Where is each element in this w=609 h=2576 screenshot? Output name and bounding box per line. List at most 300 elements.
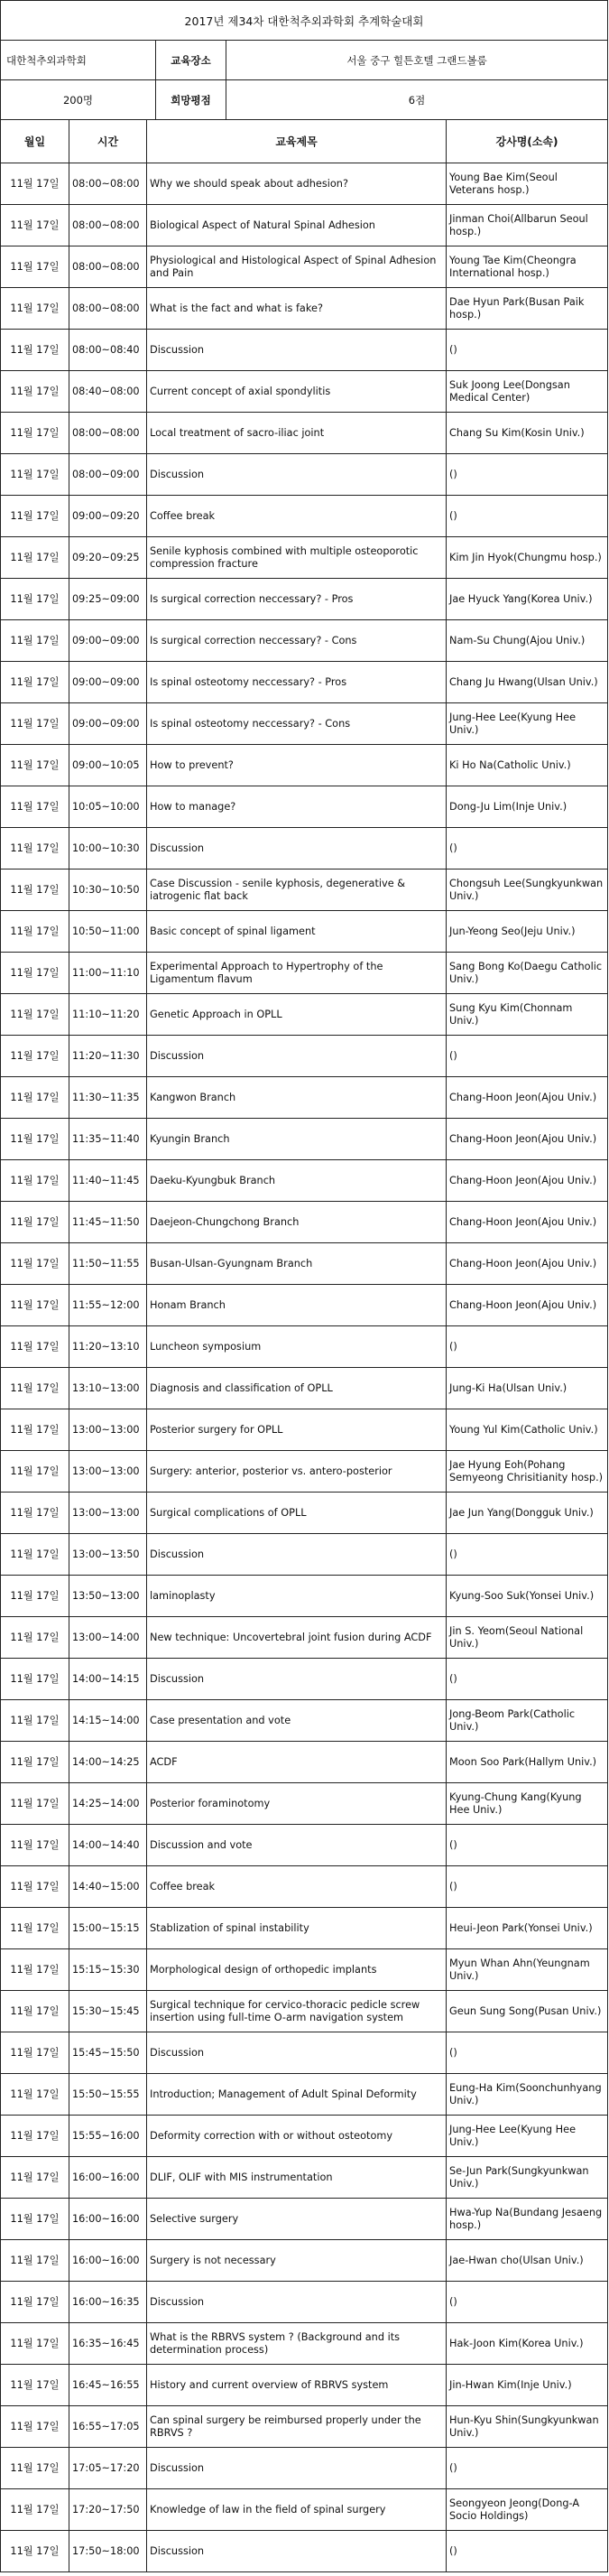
date-cell: 11월 17일 — [1, 703, 69, 745]
speaker-cell: Hun-Kyu Shin(Sungkyunkwan Univ.) — [447, 2406, 608, 2448]
speaker-cell: Kim Jin Hyok(Chungmu hosp.) — [447, 537, 608, 579]
title-cell: Is surgical correction neccessary? - Pros — [147, 579, 447, 620]
date-cell: 11월 17일 — [1, 1825, 69, 1866]
time-cell: 14:15~14:00 — [69, 1700, 147, 1742]
speaker-cell: Chang Ju Hwang(Ulsan Univ.) — [447, 662, 608, 703]
date-cell: 11월 17일 — [1, 662, 69, 703]
date-cell: 11월 17일 — [1, 2448, 69, 2489]
table-row — [1, 1949, 608, 1991]
date-cell: 11월 17일 — [1, 205, 69, 246]
speaker-cell: Chang Su Kim(Kosin Univ.) — [447, 413, 608, 454]
speaker-cell: Young Bae Kim(Seoul Veterans hosp.) — [447, 163, 608, 205]
table-row — [1, 1202, 608, 1243]
speaker-cell: Seongyeon Jeong(Dong-A Socio Holdings) — [447, 2489, 608, 2531]
date-cell: 11월 17일 — [1, 2406, 69, 2448]
table-row — [1, 1326, 608, 1368]
speaker-cell: Jae-Hwan cho(Ulsan Univ.) — [447, 2240, 608, 2282]
speaker-cell: Chang-Hoon Jeon(Ajou Univ.) — [447, 1077, 608, 1119]
table-row — [1, 1493, 608, 1534]
speaker-cell: Chang-Hoon Jeon(Ajou Univ.) — [447, 1160, 608, 1202]
title-cell: New technique: Uncovertebral joint fusion during ACDF — [147, 1617, 447, 1659]
title-cell: Discussion — [147, 2032, 447, 2074]
title-cell: Case presentation and vote — [147, 1700, 447, 1742]
date-cell: 11월 17일 — [1, 1160, 69, 1202]
time-cell: 11:00~11:10 — [69, 953, 147, 994]
speaker-cell: () — [447, 1825, 608, 1866]
title-cell: Discussion — [147, 1534, 447, 1576]
table-row — [1, 1119, 608, 1160]
time-cell: 08:00~08:00 — [69, 288, 147, 330]
title-cell: Genetic Approach in OPLL — [147, 994, 447, 1036]
time-cell: 16:55~17:05 — [69, 2406, 147, 2448]
table-row — [1, 579, 608, 620]
title-cell: Discussion — [147, 1036, 447, 1077]
title-cell: Luncheon symposium — [147, 1326, 447, 1368]
speaker-cell: Jun-Yeong Seo(Jeju Univ.) — [447, 911, 608, 953]
table-row — [1, 1285, 608, 1326]
table-row — [1, 2032, 608, 2074]
date-cell: 11월 17일 — [1, 828, 69, 870]
table-row — [1, 1617, 608, 1659]
time-cell: 10:00~10:30 — [69, 828, 147, 870]
table-row — [1, 1991, 608, 2032]
title-cell: Kyungin Branch — [147, 1119, 447, 1160]
date-cell: 11월 17일 — [1, 1202, 69, 1243]
venue-label: 교육장소 — [156, 41, 226, 80]
date-cell: 11월 17일 — [1, 1368, 69, 1409]
table-row — [1, 288, 608, 330]
speaker-cell: Nam-Su Chung(Ajou Univ.) — [447, 620, 608, 662]
table-row — [1, 1825, 608, 1866]
table-row — [1, 953, 608, 994]
title-cell: Senile kyphosis combined with multiple osteoporotic compression fracture — [147, 537, 447, 579]
time-cell: 16:00~16:00 — [69, 2240, 147, 2282]
speaker-cell: Young Yul Kim(Catholic Univ.) — [447, 1409, 608, 1451]
title-row — [1, 1, 608, 41]
time-cell: 13:00~13:50 — [69, 1534, 147, 1576]
time-cell: 08:00~08:00 — [69, 413, 147, 454]
speaker-cell: () — [447, 828, 608, 870]
speaker-cell: Dae Hyun Park(Busan Paik hosp.) — [447, 288, 608, 330]
date-cell: 11월 17일 — [1, 2489, 69, 2531]
date-cell: 11월 17일 — [1, 1700, 69, 1742]
time-cell: 09:00~09:20 — [69, 496, 147, 537]
time-cell: 13:00~13:00 — [69, 1409, 147, 1451]
date-cell: 11월 17일 — [1, 1991, 69, 2032]
table-row — [1, 1243, 608, 1285]
time-cell: 08:00~08:00 — [69, 205, 147, 246]
speaker-cell: () — [447, 496, 608, 537]
speaker-cell: Chang-Hoon Jeon(Ajou Univ.) — [447, 1285, 608, 1326]
title-cell: Is surgical correction neccessary? - Cons — [147, 620, 447, 662]
speaker-cell: Jae Hyuck Yang(Korea Univ.) — [447, 579, 608, 620]
time-cell: 16:35~16:45 — [69, 2323, 147, 2365]
table-row — [1, 2116, 608, 2157]
speaker-cell: () — [447, 1659, 608, 1700]
speaker-cell: () — [447, 1534, 608, 1576]
title-cell: ACDF — [147, 1742, 447, 1783]
time-cell: 15:45~15:50 — [69, 2032, 147, 2074]
date-cell: 11월 17일 — [1, 246, 69, 288]
venue: 서울 중구 힐튼호텔 그랜드볼룸 — [226, 41, 608, 80]
speaker-cell: Kyung-Soo Suk(Yonsei Univ.) — [447, 1576, 608, 1617]
time-cell: 11:20~13:10 — [69, 1326, 147, 1368]
date-cell: 11월 17일 — [1, 1783, 69, 1825]
time-cell: 16:00~16:00 — [69, 2157, 147, 2199]
date-cell: 11월 17일 — [1, 1409, 69, 1451]
title-cell: How to manage? — [147, 786, 447, 828]
time-cell: 17:20~17:50 — [69, 2489, 147, 2531]
title-cell: Can spinal surgery be reimbursed properly under the RBRVS ? — [147, 2406, 447, 2448]
speaker-cell: Jin S. Yeom(Seoul National Univ.) — [447, 1617, 608, 1659]
time-cell: 09:00~09:00 — [69, 703, 147, 745]
title-cell: Posterior surgery for OPLL — [147, 1409, 447, 1451]
schedule-table — [0, 119, 608, 2572]
date-cell: 11월 17일 — [1, 2032, 69, 2074]
speaker-cell: () — [447, 2282, 608, 2323]
time-cell: 13:10~13:00 — [69, 1368, 147, 1409]
table-row — [1, 2448, 608, 2489]
time-cell: 09:25~09:00 — [69, 579, 147, 620]
time-cell: 17:05~17:20 — [69, 2448, 147, 2489]
time-cell: 15:15~15:30 — [69, 1949, 147, 1991]
speaker-cell: () — [447, 2032, 608, 2074]
title-cell: Knowledge of law in the field of spinal surgery — [147, 2489, 447, 2531]
time-cell: 14:00~14:15 — [69, 1659, 147, 1700]
time-cell: 11:20~11:30 — [69, 1036, 147, 1077]
title-cell: Daejeon-Chungchong Branch — [147, 1202, 447, 1243]
speaker-cell: Sang Bong Ko(Daegu Catholic Univ.) — [447, 953, 608, 994]
time-cell: 09:00~09:00 — [69, 620, 147, 662]
title-cell: Coffee break — [147, 1866, 447, 1908]
table-row — [1, 1077, 608, 1119]
date-cell: 11월 17일 — [1, 288, 69, 330]
header-table — [0, 0, 608, 120]
time-cell: 13:00~13:00 — [69, 1493, 147, 1534]
title-cell: Discussion — [147, 454, 447, 496]
date-cell: 11월 17일 — [1, 1949, 69, 1991]
date-cell: 11월 17일 — [1, 2323, 69, 2365]
table-row — [1, 163, 608, 205]
table-row — [1, 620, 608, 662]
table-row — [1, 1036, 608, 1077]
time-cell: 09:00~10:05 — [69, 745, 147, 786]
table-row — [1, 371, 608, 413]
title-cell: laminoplasty — [147, 1576, 447, 1617]
speaker-cell: Jung-Hee Lee(Kyung Hee Univ.) — [447, 703, 608, 745]
date-cell: 11월 17일 — [1, 994, 69, 1036]
speaker-cell: Jae Jun Yang(Dongguk Univ.) — [447, 1493, 608, 1534]
table-row — [1, 1409, 608, 1451]
table-row — [1, 1659, 608, 1700]
title-cell: Daeku-Kyungbuk Branch — [147, 1160, 447, 1202]
schedule-rows — [1, 163, 608, 2572]
table-row — [1, 2365, 608, 2406]
date-cell: 11월 17일 — [1, 1908, 69, 1949]
speaker-cell: Suk Joong Lee(Dongsan Medical Center) — [447, 371, 608, 413]
date-cell: 11월 17일 — [1, 953, 69, 994]
table-row — [1, 246, 608, 288]
title-cell: What is the RBRVS system ? (Background and its determination process) — [147, 2323, 447, 2365]
table-row — [1, 745, 608, 786]
table-row — [1, 1368, 608, 1409]
table-row — [1, 870, 608, 911]
time-cell: 11:10~11:20 — [69, 994, 147, 1036]
time-cell: 10:50~11:00 — [69, 911, 147, 953]
date-cell: 11월 17일 — [1, 1451, 69, 1493]
date-cell: 11월 17일 — [1, 1285, 69, 1326]
title-cell: Diagnosis and classification of OPLL — [147, 1368, 447, 1409]
time-cell: 08:40~08:00 — [69, 371, 147, 413]
time-cell: 17:50~18:00 — [69, 2531, 147, 2572]
table-row — [1, 1908, 608, 1949]
table-row — [1, 2323, 608, 2365]
table-row — [1, 537, 608, 579]
credit-row — [1, 80, 608, 120]
title-cell: DLIF, OLIF with MIS instrumentation — [147, 2157, 447, 2199]
date-cell: 11월 17일 — [1, 454, 69, 496]
title-cell: Busan-Ulsan-Gyungnam Branch — [147, 1243, 447, 1285]
table-row — [1, 2531, 608, 2572]
time-cell: 14:00~14:25 — [69, 1742, 147, 1783]
speaker-cell: Moon Soo Park(Hallym Univ.) — [447, 1742, 608, 1783]
title-cell: Selective surgery — [147, 2199, 447, 2240]
title-cell: How to prevent? — [147, 745, 447, 786]
time-cell: 11:55~12:00 — [69, 1285, 147, 1326]
table-row — [1, 1866, 608, 1908]
date-cell: 11월 17일 — [1, 330, 69, 371]
time-cell: 13:00~13:00 — [69, 1451, 147, 1493]
title-cell: Posterior foraminotomy — [147, 1783, 447, 1825]
speaker-cell: Jung-Hee Lee(Kyung Hee Univ.) — [447, 2116, 608, 2157]
date-cell: 11월 17일 — [1, 870, 69, 911]
date-cell: 11월 17일 — [1, 1866, 69, 1908]
speaker-cell: Se-Jun Park(Sungkyunkwan Univ.) — [447, 2157, 608, 2199]
time-cell: 09:20~09:25 — [69, 537, 147, 579]
date-cell: 11월 17일 — [1, 2240, 69, 2282]
table-row — [1, 2489, 608, 2531]
speaker-cell: Myun Whan Ahn(Yeungnam Univ.) — [447, 1949, 608, 1991]
date-cell: 11월 17일 — [1, 2531, 69, 2572]
table-row — [1, 2282, 608, 2323]
table-row — [1, 2406, 608, 2448]
title-cell: Discussion and vote — [147, 1825, 447, 1866]
speaker-cell: Hwa-Yup Na(Bundang Jesaeng hosp.) — [447, 2199, 608, 2240]
date-cell: 11월 17일 — [1, 163, 69, 205]
time-cell: 16:00~16:00 — [69, 2199, 147, 2240]
table-row — [1, 703, 608, 745]
speaker-cell: Sung Kyu Kim(Chonnam Univ.) — [447, 994, 608, 1036]
date-cell: 11월 17일 — [1, 1576, 69, 1617]
time-cell: 11:40~11:45 — [69, 1160, 147, 1202]
time-cell: 08:00~08:00 — [69, 163, 147, 205]
time-cell: 15:30~15:45 — [69, 1991, 147, 2032]
table-row — [1, 1160, 608, 1202]
title-cell: Basic concept of spinal ligament — [147, 911, 447, 953]
credit-label: 희망평점 — [156, 80, 226, 120]
time-cell: 09:00~09:00 — [69, 662, 147, 703]
table-row — [1, 1700, 608, 1742]
date-cell: 11월 17일 — [1, 1326, 69, 1368]
speaker-cell: Jung-Ki Ha(Ulsan Univ.) — [447, 1368, 608, 1409]
date-cell: 11월 17일 — [1, 1243, 69, 1285]
time-cell: 13:50~13:00 — [69, 1576, 147, 1617]
date-cell: 11월 17일 — [1, 496, 69, 537]
speaker-cell: Eung-Ha Kim(Soonchunhyang Univ.) — [447, 2074, 608, 2116]
date-cell: 11월 17일 — [1, 1077, 69, 1119]
time-cell: 15:50~15:55 — [69, 2074, 147, 2116]
time-cell: 14:25~14:00 — [69, 1783, 147, 1825]
time-cell: 11:35~11:40 — [69, 1119, 147, 1160]
date-cell: 11월 17일 — [1, 2282, 69, 2323]
title-cell: Experimental Approach to Hypertrophy of the Ligamentum flavum — [147, 953, 447, 994]
time-cell: 14:40~15:00 — [69, 1866, 147, 1908]
time-cell: 16:00~16:35 — [69, 2282, 147, 2323]
speaker-cell: Chang-Hoon Jeon(Ajou Univ.) — [447, 1202, 608, 1243]
table-row — [1, 828, 608, 870]
title-cell: Why we should speak about adhesion? — [147, 163, 447, 205]
table-row — [1, 786, 608, 828]
speaker-cell: () — [447, 2531, 608, 2572]
credit: 6점 — [226, 80, 608, 120]
header-row — [1, 120, 608, 163]
table-row — [1, 2240, 608, 2282]
title-cell: Physiological and Histological Aspect of Spinal Adhesion and Pain — [147, 246, 447, 288]
title-cell: Case Discussion - senile kyphosis, degenerative & iatrogenic flat back — [147, 870, 447, 911]
title-cell: Coffee break — [147, 496, 447, 537]
speaker-cell: Jinman Choi(Allbarun Seoul hosp.) — [447, 205, 608, 246]
speaker-cell: Dong-Ju Lim(Inje Univ.) — [447, 786, 608, 828]
title-cell: Current concept of axial spondylitis — [147, 371, 447, 413]
title-cell: Deformity correction with or without osteotomy — [147, 2116, 447, 2157]
time-cell: 14:00~14:40 — [69, 1825, 147, 1866]
date-cell: 11월 17일 — [1, 1659, 69, 1700]
table-row — [1, 205, 608, 246]
table-row — [1, 662, 608, 703]
speaker-cell: Jin-Hwan Kim(Inje Univ.) — [447, 2365, 608, 2406]
speaker-cell: () — [447, 1866, 608, 1908]
speaker-cell: Heui-Jeon Park(Yonsei Univ.) — [447, 1908, 608, 1949]
title-cell: Is spinal osteotomy neccessary? - Pros — [147, 662, 447, 703]
date-cell: 11월 17일 — [1, 911, 69, 953]
table-row — [1, 911, 608, 953]
date-cell: 11월 17일 — [1, 786, 69, 828]
speaker-cell: Young Tae Kim(Cheongra International hosp.) — [447, 246, 608, 288]
title-cell: Kangwon Branch — [147, 1077, 447, 1119]
table-row — [1, 2074, 608, 2116]
time-cell: 15:00~15:15 — [69, 1908, 147, 1949]
table-row — [1, 1742, 608, 1783]
speaker-cell: Chang-Hoon Jeon(Ajou Univ.) — [447, 1119, 608, 1160]
speaker-cell: () — [447, 454, 608, 496]
date-cell: 11월 17일 — [1, 1742, 69, 1783]
time-cell: 13:00~14:00 — [69, 1617, 147, 1659]
document-title: 2017년 제34차 대한척추외과학회 추계학술대회 — [1, 1, 608, 41]
time-cell: 08:00~08:00 — [69, 246, 147, 288]
speaker-cell: () — [447, 330, 608, 371]
speaker-cell: Jae Hyung Eoh(Pohang Semyeong Chrisitianity hosp.) — [447, 1451, 608, 1493]
time-cell: 11:50~11:55 — [69, 1243, 147, 1285]
date-cell: 11월 17일 — [1, 1493, 69, 1534]
table-row — [1, 1783, 608, 1825]
date-cell: 11월 17일 — [1, 413, 69, 454]
date-cell: 11월 17일 — [1, 2199, 69, 2240]
title-cell: Discussion — [147, 2448, 447, 2489]
title-cell: Biological Aspect of Natural Spinal Adhesion — [147, 205, 447, 246]
title-cell: Morphological design of orthopedic implants — [147, 1949, 447, 1991]
table-row — [1, 330, 608, 371]
time-cell: 08:00~08:40 — [69, 330, 147, 371]
venue-row — [1, 41, 608, 80]
time-cell: 08:00~09:00 — [69, 454, 147, 496]
time-cell: 15:55~16:00 — [69, 2116, 147, 2157]
attendees: 200명 — [1, 80, 156, 120]
time-cell: 11:45~11:50 — [69, 1202, 147, 1243]
table-row — [1, 2157, 608, 2199]
col-header-speaker: 강사명(소속) — [447, 120, 608, 163]
date-cell: 11월 17일 — [1, 1534, 69, 1576]
time-cell: 10:30~10:50 — [69, 870, 147, 911]
col-header-date: 월일 — [1, 120, 69, 163]
date-cell: 11월 17일 — [1, 1036, 69, 1077]
title-cell: Local treatment of sacro-iliac joint — [147, 413, 447, 454]
speaker-cell: Chang-Hoon Jeon(Ajou Univ.) — [447, 1243, 608, 1285]
table-row — [1, 454, 608, 496]
time-cell: 11:30~11:35 — [69, 1077, 147, 1119]
col-header-title: 교육제목 — [147, 120, 447, 163]
title-cell: Surgical complications of OPLL — [147, 1493, 447, 1534]
speaker-cell: Chongsuh Lee(Sungkyunkwan Univ.) — [447, 870, 608, 911]
table-row — [1, 1576, 608, 1617]
table-row — [1, 2199, 608, 2240]
title-cell: Surgery is not necessary — [147, 2240, 447, 2282]
date-cell: 11월 17일 — [1, 2074, 69, 2116]
speaker-cell: Geun Sung Song(Pusan Univ.) — [447, 1991, 608, 2032]
title-cell: Discussion — [147, 2531, 447, 2572]
table-row — [1, 994, 608, 1036]
col-header-time: 시간 — [69, 120, 147, 163]
title-cell: Discussion — [147, 828, 447, 870]
date-cell: 11월 17일 — [1, 2365, 69, 2406]
date-cell: 11월 17일 — [1, 537, 69, 579]
speaker-cell: () — [447, 1036, 608, 1077]
speaker-cell: () — [447, 2448, 608, 2489]
date-cell: 11월 17일 — [1, 1119, 69, 1160]
title-cell: Honam Branch — [147, 1285, 447, 1326]
speaker-cell: () — [447, 1326, 608, 1368]
title-cell: Discussion — [147, 1659, 447, 1700]
date-cell: 11월 17일 — [1, 1617, 69, 1659]
title-cell: Surgical technique for cervico-thoracic pedicle screw insertion using full-time O-arm navigation system — [147, 1991, 447, 2032]
table-row — [1, 1534, 608, 1576]
title-cell: Surgery: anterior, posterior vs. antero-posterior — [147, 1451, 447, 1493]
title-cell: Introduction; Management of Adult Spinal Deformity — [147, 2074, 447, 2116]
table-row — [1, 496, 608, 537]
date-cell: 11월 17일 — [1, 620, 69, 662]
title-cell: Discussion — [147, 330, 447, 371]
date-cell: 11월 17일 — [1, 2116, 69, 2157]
speaker-cell: Ki Ho Na(Catholic Univ.) — [447, 745, 608, 786]
time-cell: 10:05~10:00 — [69, 786, 147, 828]
speaker-cell: Kyung-Chung Kang(Kyung Hee Univ.) — [447, 1783, 608, 1825]
table-row — [1, 413, 608, 454]
title-cell: What is the fact and what is fake? — [147, 288, 447, 330]
speaker-cell: Jong-Beom Park(Catholic Univ.) — [447, 1700, 608, 1742]
date-cell: 11월 17일 — [1, 2157, 69, 2199]
organizer: 대한척추외과학회 — [1, 41, 156, 80]
date-cell: 11월 17일 — [1, 745, 69, 786]
date-cell: 11월 17일 — [1, 579, 69, 620]
